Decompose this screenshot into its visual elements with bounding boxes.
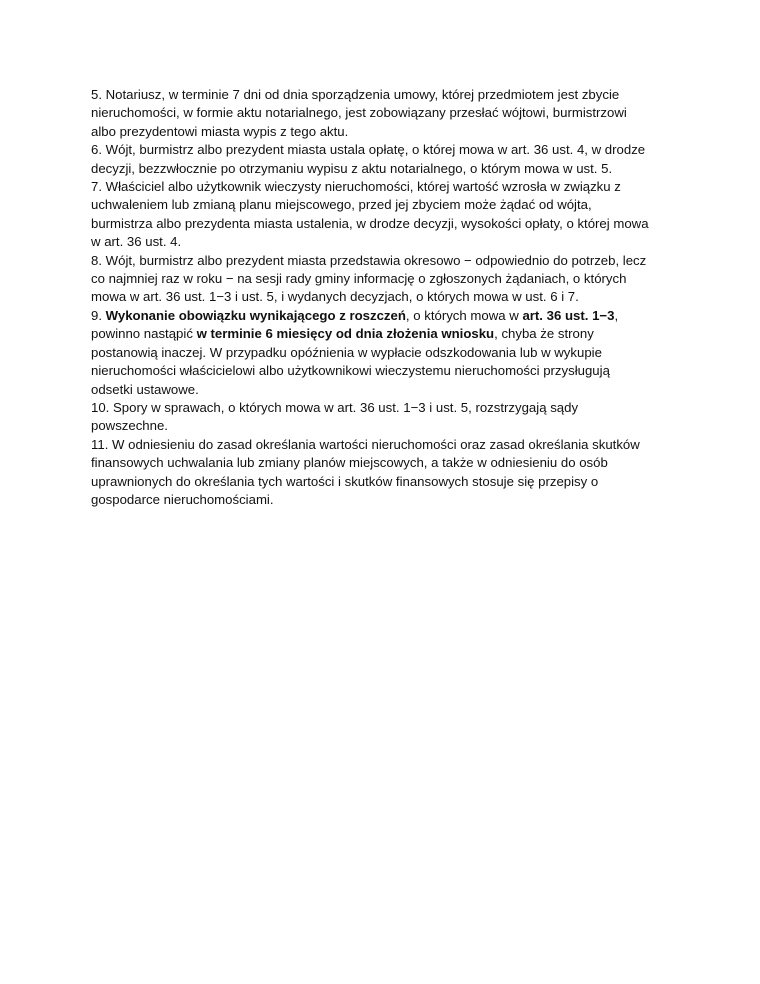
bold-text: art. 36 ust. 1−3 bbox=[522, 307, 615, 323]
paragraph-6 bbox=[91, 141, 675, 178]
text-line: odsetki ustawowe. bbox=[91, 381, 199, 397]
text-line: 5. Notariusz, w terminie 7 dni od dnia sporządzenia umowy, której przedmiotem jest zbycie bbox=[91, 87, 620, 102]
text-line: burmistrza albo prezydenta miasta ustalenia, w drodze decyzji, wysokości opłaty, o której mowa bbox=[91, 215, 649, 231]
text-line: mowa w art. 36 ust. 1−3 i ust. 5, i wydanych decyzjach, o których mowa w ust. 6 i 7. bbox=[91, 289, 579, 305]
text-line: uprawnionych do określania tych wartości i skutków finansowych stosuje się przepisy o bbox=[91, 473, 599, 489]
text-line: finansowych uchwalania lub zmiany planów miejscowych, a także w odniesieniu do osób bbox=[91, 455, 608, 471]
text-line: gospodarce nieruchomościami. bbox=[91, 491, 274, 507]
text-line: 10. Spory w sprawach, o których mowa w art. 36 ust. 1−3 i ust. 5, rozstrzygają sądy bbox=[91, 399, 579, 415]
text-line: nieruchomości właścicielowi albo użytkownikowi wieczystemu nieruchomości przysługują bbox=[91, 363, 610, 379]
bold-text: Wykonanie obowiązku wynikającego z roszczeń bbox=[105, 307, 406, 323]
paragraph-8 bbox=[91, 252, 675, 307]
text-line: co najmniej raz w roku − na sesji rady gminy informację o zgłoszonych żądaniach, o których bbox=[91, 271, 627, 287]
text-line: 9. Wykonanie obowiązku wynikającego z roszczeń, o których mowa w art. 36 ust. 1−3, bbox=[91, 307, 619, 323]
text-line: 6. Wójt, burmistrz albo prezydent miasta ustala opłatę, o której mowa w art. 36 ust. 4, w drodze bbox=[91, 142, 646, 158]
text-line: powinno nastąpić w terminie 6 miesięcy od dnia złożenia wniosku, chyba że strony bbox=[91, 326, 594, 342]
text-line: 8. Wójt, burmistrz albo prezydent miasta przedstawia okresowo − odpowiednio do potrzeb, lecz bbox=[91, 252, 647, 268]
text-line: w art. 36 ust. 4. bbox=[91, 234, 182, 250]
paragraph-9 bbox=[91, 307, 675, 399]
paragraph-11 bbox=[91, 436, 675, 510]
text-line: postanowią inaczej. W przypadku opóźnienia w wypłacie odszkodowania lub w wykupie bbox=[91, 344, 602, 360]
paragraph-10 bbox=[91, 399, 675, 436]
text-line: uchwaleniem lub zmianą planu miejscowego, przed jej zbyciem może żądać od wójta, bbox=[91, 197, 592, 213]
text-line: decyzji, bezzwłocznie po otrzymaniu wypisu z aktu notarialnego, o którym mowa w ust. 5. bbox=[91, 160, 613, 176]
text-line: 11. W odniesieniu do zasad określania wartości nieruchomości oraz zasad określania skutków bbox=[91, 436, 640, 452]
paragraph-5 bbox=[91, 86, 675, 141]
text-line: 7. Właściciel albo użytkownik wieczysty nieruchomości, której wartość wzrosła w związku z bbox=[91, 179, 621, 195]
document-body bbox=[91, 86, 675, 509]
text-line: nieruchomości, w formie aktu notarialnego, jest zobowiązany przesłać wójtowi, burmistrzowi bbox=[91, 105, 627, 121]
text-line: albo prezydentowi miasta wypis z tego aktu. bbox=[91, 123, 349, 139]
text-line: powszechne. bbox=[91, 418, 168, 434]
paragraph-7 bbox=[91, 178, 675, 252]
bold-text: w terminie 6 miesięcy od dnia złożenia wniosku bbox=[196, 326, 495, 342]
